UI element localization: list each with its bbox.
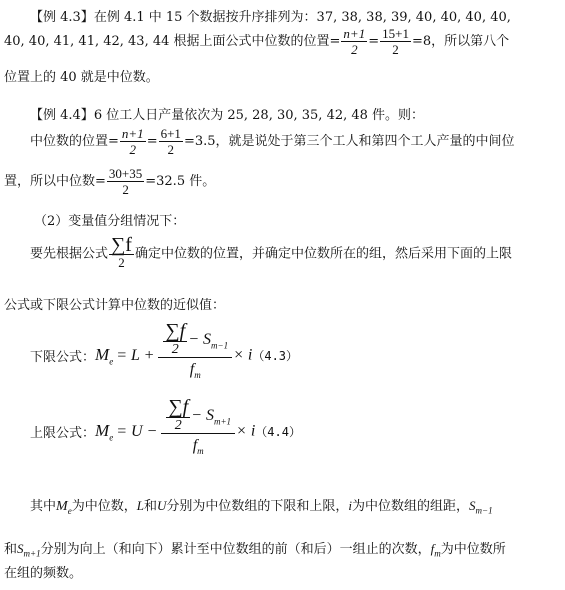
position-label: 中位数的位置= xyxy=(30,134,119,149)
formula-tag-4-3: （4.3） xyxy=(252,349,299,364)
section-2-p1-post: 确定中位数的位置，并确定中位数所在的组，然后采用下面的上限 xyxy=(134,246,512,262)
example-4-3-text-2: 40, 40, 41, 41, 42, 43, 44 根据上面公式中位数的位置= xyxy=(4,34,341,49)
upper-times-i: × i xyxy=(236,422,256,440)
lower-limit-formula xyxy=(30,320,299,387)
median-result: =32.5 件。 xyxy=(145,174,216,189)
symbol-f-m: $f_m$ xyxy=(430,541,441,559)
lower-times-i: × i xyxy=(233,346,253,364)
example-4-3-text: 在例 4.1 中 15 个数据按升序排列为：37, 38, 38, 39, 40, 40, 40, 40, xyxy=(93,10,511,25)
symbol-u: U xyxy=(156,498,167,513)
section-2-paragraph-1 xyxy=(30,234,512,270)
explanation-line-1: 其中$M_e$为中位数，L和U分别为中位数组的下限和上限，i为中位数组的组距，$S_{m-1}$ xyxy=(30,498,493,516)
position-rest: =3.5，就是说处于第三个工人和第四个工人产量的中间位 xyxy=(183,134,515,149)
example-4-4-median-line xyxy=(4,166,215,197)
fraction-n-plus-1-b: $\frac{n+1}{2}$ xyxy=(121,126,144,157)
example-4-4-line1 xyxy=(30,104,424,123)
section-2-p1-pre: 要先根据公式 xyxy=(30,246,109,262)
median-symbol: $M_e$ xyxy=(95,344,114,367)
upper-main-fraction: $\frac{\sum f}{2}$ − $S_{m+1}$ $f_m$ xyxy=(161,400,235,463)
section-2-paragraph-2: 公式或下限公式计算中位数的近似值： xyxy=(4,298,226,313)
explanation-line-2: 和$S_{m+1}$分别为向上（和向下）累计至中位数组的前（和后）一组止的次数，$f_m$为中位数所 xyxy=(4,541,506,559)
lower-equals-L: = L + xyxy=(116,346,155,364)
lower-formula-label: 下限公式： xyxy=(30,350,96,366)
example-4-3-result: =8，所以第八个 xyxy=(411,34,510,49)
section-2-heading: （2）变量值分组情况下： xyxy=(34,214,186,229)
fraction-n-plus-1: $\frac{n+1}{2}$ xyxy=(343,26,366,57)
example-4-3-line3: 位置上的 40 就是中位数。 xyxy=(4,70,159,85)
example-4-3-tag: 【例 4.3】 xyxy=(30,10,94,25)
explanation-line-3: 在组的频数。 xyxy=(4,566,83,581)
example-4-4-position-line: 中位数的位置= $\frac{n+1}{2}$ = $\frac{6+1}{2}$ =3.5，就是说处于第三个工人和第四个工人产量的中间位 xyxy=(30,126,515,157)
example-4-3-line2: 40, 40, 41, 41, 42, 43, 44 根据上面公式中位数的位置= $\frac{n+1}{2}$ = $\frac{15+1}{2}$ =8，所以第八个 xyxy=(4,26,510,57)
symbol-s-m-minus-1: $S_{m-1}$ xyxy=(469,498,493,516)
fraction-15-plus-1: $\frac{15+1}{2}$ xyxy=(382,26,409,57)
fraction-30-plus-35: $\frac{30+35}{2}$ xyxy=(108,166,143,197)
lower-main-fraction: $\frac{\sum f}{2}$ − $S_{m-1}$ $f_m$ xyxy=(158,324,232,387)
symbol-s-m-plus-1: $S_{m+1}$ xyxy=(17,541,41,559)
upper-equals-U: = U − xyxy=(116,422,158,440)
symbol-l: L xyxy=(136,498,144,513)
example-4-4-text: 6 位工人日产量依次为 25, 28, 30, 35, 42, 48 件。则： xyxy=(93,108,425,123)
formula-tag-4-4: （4.4） xyxy=(255,425,301,440)
symbol-i: i xyxy=(348,498,352,513)
example-4-3-line1 xyxy=(30,6,511,25)
sum-f-over-2-fraction: $\frac{\sum f}{2}$ xyxy=(111,234,132,270)
symbol-me: $M_e$ xyxy=(56,499,72,516)
upper-formula-label: 上限公式： xyxy=(30,426,96,442)
upper-limit-formula xyxy=(30,396,301,463)
fraction-6-plus-1: $\frac{6+1}{2}$ xyxy=(160,126,181,157)
median-label: 置，所以中位数= xyxy=(4,174,106,189)
median-symbol-upper: $M_e$ xyxy=(95,420,114,443)
example-4-4-tag: 【例 4.4】 xyxy=(30,108,94,123)
